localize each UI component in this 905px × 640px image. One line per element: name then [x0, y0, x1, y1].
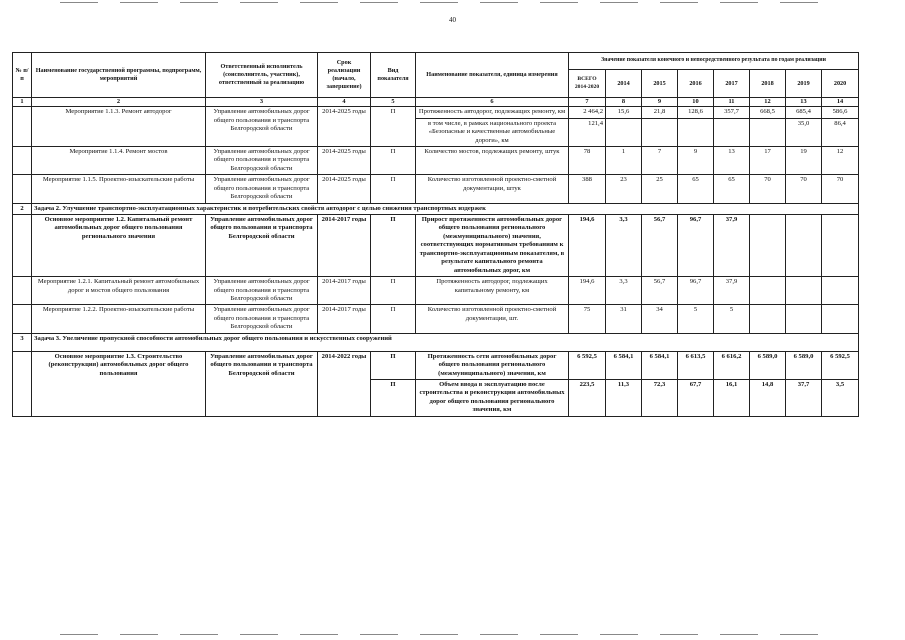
value-year: 6 589,0	[750, 351, 786, 379]
indicator-name: Протяженность автодорог, подлежащих капитальному ремонту, км	[416, 277, 569, 305]
value-year	[750, 215, 786, 277]
value-total: 78	[569, 146, 606, 174]
header-year: 2015	[642, 70, 678, 98]
value-year: 19	[786, 146, 822, 174]
indicators-table	[12, 52, 859, 417]
header-values-group: Значение показателя конечного и непосредственного результата по годам реализации	[569, 53, 859, 70]
measure-name: Основное мероприятие 1.3. Строительство (реконструкция) автомобильных дорог общего пользования	[32, 351, 206, 416]
value-year: 34	[642, 305, 678, 333]
value-year: 9	[678, 146, 714, 174]
value-year: 70	[786, 175, 822, 203]
value-year: 3,3	[606, 215, 642, 277]
measure-name: Мероприятие 1.1.3. Ремонт автодорог	[32, 107, 206, 147]
value-year: 96,7	[678, 277, 714, 305]
col-index: 8	[606, 98, 642, 107]
value-year: 86,4	[822, 118, 859, 146]
value-total: 194,6	[569, 277, 606, 305]
value-year: 37,9	[714, 215, 750, 277]
value-year	[822, 305, 859, 333]
indicator-name: в том числе, в рамках национального проекта «Безопасные и качественные автомобильные дороги», км	[416, 118, 569, 146]
value-year	[750, 277, 786, 305]
term: 2014-2017 годы	[318, 215, 371, 277]
table-row	[13, 305, 859, 333]
header-year: 2016	[678, 70, 714, 98]
value-year: 14,8	[750, 380, 786, 417]
term: 2014-2017 годы	[318, 277, 371, 305]
value-year: 12	[822, 146, 859, 174]
value-total: 75	[569, 305, 606, 333]
term: 2014-2025 годы	[318, 107, 371, 147]
scan-line-top	[60, 2, 840, 3]
col-index: 12	[750, 98, 786, 107]
value-year: 6 616,2	[714, 351, 750, 379]
value-year: 3,5	[822, 380, 859, 417]
col-index: 13	[786, 98, 822, 107]
value-year: 128,6	[678, 107, 714, 118]
task-title: Задача 3. Увеличение пропускной способности автомобильных дорог общего пользования и искусственных сооружений	[32, 333, 859, 351]
indicator-kind: П	[371, 277, 416, 305]
page-number: 40	[449, 16, 456, 24]
value-total: 223,5	[569, 380, 606, 417]
indicator-kind: П	[371, 351, 416, 379]
value-year: 7	[642, 146, 678, 174]
value-year: 70	[750, 175, 786, 203]
indicator-kind: П	[371, 380, 416, 417]
value-year: 35,0	[786, 118, 822, 146]
value-year	[786, 215, 822, 277]
value-year: 17	[750, 146, 786, 174]
value-year: 65	[714, 175, 750, 203]
value-year: 5	[714, 305, 750, 333]
value-year: 37,9	[714, 277, 750, 305]
measure-name: Основное мероприятие 1.2. Капитальный ремонт автомобильных дорог общего пользования регионального значения	[32, 215, 206, 277]
measure-name: Мероприятие 1.2.1. Капитальный ремонт автомобильных дорог и мостов общего пользования	[32, 277, 206, 305]
value-year: 685,4	[786, 107, 822, 118]
col-index: 1	[13, 98, 32, 107]
indicator-name: Прирост протяженности автомобильных дорог общего пользования регионального (межмуниципального) значения, соответствующих нормативным требованиям к транспортно-эксплуатационным показателям, в результате капитального ремонта автомобильных дорог, км	[416, 215, 569, 277]
value-year: 5	[678, 305, 714, 333]
task-row	[13, 333, 859, 351]
task-title: Задача 2. Улучшение транспортно-эксплуатационных характеристик и потребительских свойств автодорог с целью снижения транспортных издержек	[32, 203, 859, 214]
value-year	[678, 118, 714, 146]
value-year: 6 584,1	[606, 351, 642, 379]
executor: Управление автомобильных дорог общего пользования и транспорта Белгородской области	[206, 146, 318, 174]
value-year: 25	[642, 175, 678, 203]
value-year: 15,6	[606, 107, 642, 118]
value-year: 21,8	[642, 107, 678, 118]
col-index: 6	[416, 98, 569, 107]
value-year: 16,1	[714, 380, 750, 417]
value-year	[642, 118, 678, 146]
value-year: 3,3	[606, 277, 642, 305]
header-year: 2017	[714, 70, 750, 98]
executor: Управление автомобильных дорог общего пользования и транспорта Белгородской области	[206, 351, 318, 416]
table-row	[13, 215, 859, 277]
header-name: Наименование государственной программы, подпрограмм, мероприятий	[32, 53, 206, 98]
value-year: 11,3	[606, 380, 642, 417]
task-number: 3	[13, 333, 32, 351]
value-total: 121,4	[569, 118, 606, 146]
value-year: 6 592,5	[822, 351, 859, 379]
table-row	[13, 351, 859, 379]
indicator-name: Количество мостов, подлежащих ремонту, штук	[416, 146, 569, 174]
scan-line-bottom	[60, 634, 840, 635]
header-year: 2020	[822, 70, 859, 98]
value-year: 37,7	[786, 380, 822, 417]
measure-name: Мероприятие 1.1.4. Ремонт мостов	[32, 146, 206, 174]
value-year: 72,3	[642, 380, 678, 417]
value-year	[750, 118, 786, 146]
value-year: 668,5	[750, 107, 786, 118]
task-number: 2	[13, 203, 32, 214]
executor: Управление автомобильных дорог общего пользования и транспорта Белгородской области	[206, 215, 318, 277]
value-year: 357,7	[714, 107, 750, 118]
value-year	[822, 277, 859, 305]
indicator-name: Объем ввода в эксплуатацию после строительства и реконструкции автомобильных дорог общего пользования регионального значения, км	[416, 380, 569, 417]
executor: Управление автомобильных дорог общего пользования и транспорта Белгородской области	[206, 277, 318, 305]
indicator-name: Количество изготовленной проектно-сметной документации, шт.	[416, 305, 569, 333]
value-year: 586,6	[822, 107, 859, 118]
term: 2014-2022 годы	[318, 351, 371, 416]
indicator-kind: П	[371, 305, 416, 333]
col-index: 11	[714, 98, 750, 107]
col-index: 14	[822, 98, 859, 107]
indicator-kind: П	[371, 107, 416, 147]
executor: Управление автомобильных дорог общего пользования и транспорта Белгородской области	[206, 175, 318, 203]
task-row	[13, 203, 859, 214]
col-index: 4	[318, 98, 371, 107]
value-year: 56,7	[642, 215, 678, 277]
table-row	[13, 175, 859, 203]
value-year	[786, 277, 822, 305]
value-total: 2 464,2	[569, 107, 606, 118]
indicator-kind: П	[371, 175, 416, 203]
value-year	[822, 215, 859, 277]
col-index: 7	[569, 98, 606, 107]
value-year: 67,7	[678, 380, 714, 417]
col-index: 3	[206, 98, 318, 107]
value-year: 70	[822, 175, 859, 203]
value-year: 6 584,1	[642, 351, 678, 379]
col-index: 5	[371, 98, 416, 107]
value-year: 31	[606, 305, 642, 333]
value-year: 1	[606, 146, 642, 174]
value-year: 23	[606, 175, 642, 203]
value-year	[606, 118, 642, 146]
col-index: 2	[32, 98, 206, 107]
header-total: ВСЕГО 2014-2020	[569, 70, 606, 98]
header-kind: Вид показателя	[371, 53, 416, 98]
indicator-name: Протяженность сети автомобильных дорог общего пользования регионального (межмуниципального) значения, км	[416, 351, 569, 379]
term: 2014-2025 годы	[318, 146, 371, 174]
executor: Управление автомобильных дорог общего пользования и транспорта Белгородской области	[206, 305, 318, 333]
value-year: 65	[678, 175, 714, 203]
header-executor: Ответственный исполнитель (соисполнитель, участник), ответственный за реализацию	[206, 53, 318, 98]
value-year	[750, 305, 786, 333]
header-row	[13, 53, 859, 70]
table-row	[13, 277, 859, 305]
header-year: 2019	[786, 70, 822, 98]
header-year: 2014	[606, 70, 642, 98]
header-term: Срок реализации (начало, завершение)	[318, 53, 371, 98]
value-year	[714, 118, 750, 146]
value-year	[786, 305, 822, 333]
term: 2014-2017 годы	[318, 305, 371, 333]
indicator-kind: П	[371, 215, 416, 277]
indicator-name: Протяженность автодорог, подлежащих ремонту, км	[416, 107, 569, 118]
value-total: 194,6	[569, 215, 606, 277]
table-row	[13, 146, 859, 174]
measure-name: Мероприятие 1.2.2. Проектно-изыскательские работы	[32, 305, 206, 333]
column-index-row	[13, 98, 859, 107]
value-total: 6 592,5	[569, 351, 606, 379]
col-index: 10	[678, 98, 714, 107]
executor: Управление автомобильных дорог общего пользования и транспорта Белгородской области	[206, 107, 318, 147]
value-year: 6 613,5	[678, 351, 714, 379]
header-year: 2018	[750, 70, 786, 98]
value-total: 388	[569, 175, 606, 203]
measure-name: Мероприятие 1.1.5. Проектно-изыскательские работы	[32, 175, 206, 203]
col-index: 9	[642, 98, 678, 107]
term: 2014-2025 годы	[318, 175, 371, 203]
value-year: 96,7	[678, 215, 714, 277]
header-indicator: Наименование показателя, единица измерения	[416, 53, 569, 98]
table-row	[13, 107, 859, 118]
value-year: 13	[714, 146, 750, 174]
indicator-name: Количество изготовленной проектно-сметной документации, штук	[416, 175, 569, 203]
value-year: 6 589,0	[786, 351, 822, 379]
header-num: № п/п	[13, 53, 32, 98]
value-year: 56,7	[642, 277, 678, 305]
indicator-kind: П	[371, 146, 416, 174]
